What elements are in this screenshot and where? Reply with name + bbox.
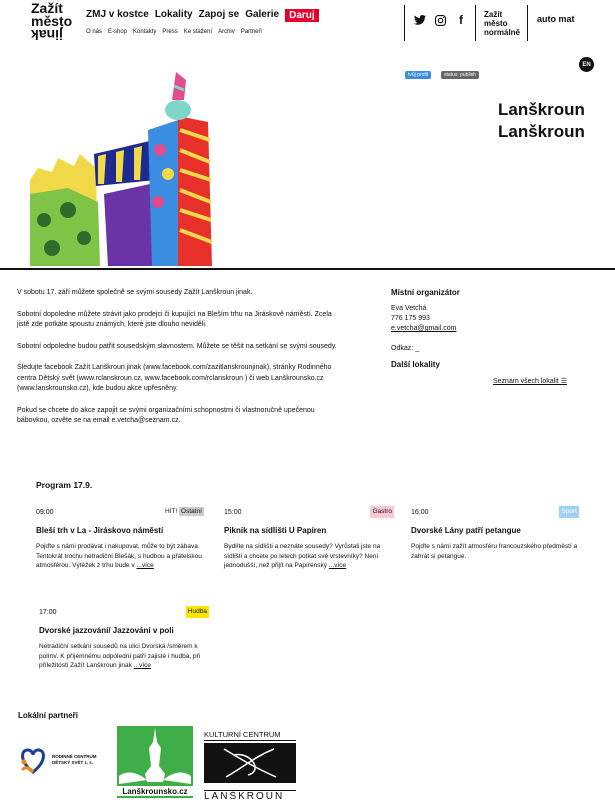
program-title: Program 17.9. — [36, 480, 93, 490]
facebook-icon[interactable]: f — [459, 13, 463, 27]
site-logo[interactable]: Zažít město jinak — [31, 0, 73, 43]
subnav-item-press[interactable]: Press — [162, 29, 178, 35]
divider — [404, 5, 405, 41]
subnav-item-eshop[interactable]: E-shop — [108, 29, 128, 35]
divider — [527, 5, 528, 41]
tower-icon — [117, 726, 193, 784]
more-link[interactable]: ...více — [328, 562, 347, 569]
link-label: Odkaz: — [391, 345, 414, 352]
event-card[interactable]: 15:00 Gastro Piknik na sídlišti U Papíren Bydlíte na sídlišti a neznáte sousedy? Vyrůstali jste na sídlišti a chcete po letech potkat své vrstevníky? Není jednodušší, než přijít na Papírenský ...více — [224, 508, 392, 569]
more-link[interactable]: ...více — [136, 562, 154, 569]
partner-logo-rc[interactable]: RODINNÉ CENTRUM DĚTSKÝ SVĚT z. s. — [18, 742, 97, 778]
event-tag: HIT! Ostatní — [164, 508, 202, 515]
zmn-link[interactable]: Zažít město normálně — [484, 10, 521, 37]
event-tag: Gastro — [370, 506, 394, 518]
event-text: Bydlíte na sídlišti a neznáte sousedy? Vyrůstali jste na sídlišti a chcete po letech potkat své vrstevníky? Není jednodušší, než přijít na Papírenský ...více — [224, 543, 381, 569]
subnav-item-kontakty[interactable]: Kontakty — [133, 29, 157, 35]
event-card[interactable]: 17:00 Hudba Dvorské jazzování/ Jazzování v poli Netradiční setkání sousedů na ulici Dvorská /směrem k polím/. K příjemnému odpolední patří zajisté i hudba, při příležitosti Zažít Lanškroun jinak ...více — [39, 608, 207, 669]
event-text: Netradiční setkání sousedů na ulici Dvorská /směrem k polím/. K příjemnému odpolední patří zajisté i hudba, při příležitosti Zažít Lanškroun jinak ...více — [39, 643, 201, 669]
all-locations-link[interactable]: Seznam všech lokalit ☰ — [493, 378, 567, 385]
organizer-title: Místní organizátor — [391, 288, 460, 297]
description-paragraph: Sobotní odpoledne budou patřit sousedským slavnostem. Můžete se těšit na setkání se svými sousedy. — [17, 342, 337, 350]
subnav-item-archiv[interactable]: Archiv — [218, 29, 235, 35]
subnav-item-o-nas[interactable]: O nás — [86, 29, 103, 35]
hero-illustration — [28, 70, 218, 266]
event-card[interactable]: 16:00 Sport Dvorské Lány patří petangue Pojďte s námi zažít atmosféru francouzského předměstí a zahrát si petangue. — [411, 508, 578, 560]
donate-button[interactable]: Daruj — [285, 9, 319, 22]
language-switch-en[interactable]: EN — [579, 57, 594, 72]
description — [17, 288, 337, 438]
divider — [475, 5, 476, 41]
organizer-box — [391, 288, 591, 376]
more-link[interactable]: ...více — [133, 662, 152, 669]
instagram-icon[interactable] — [435, 15, 446, 29]
event-title[interactable]: Bleší trh v La - Jiráskovo náměstí — [36, 525, 164, 535]
nav-item-galerie[interactable]: Galerie — [245, 9, 280, 20]
event-tag: Hudba — [186, 606, 209, 618]
sub-nav — [86, 29, 262, 35]
description-paragraph: Sledujte facebook Zažít Lanškroun jinak (www.facebook.com/zazitlanskrounjinak), stránky Rodinného centra Dětský svět (www.rclanskroun.cz, www.facebook.com/rclanskroun ) či web Lanškrounsko.cz (www.lanskrounsko.cz), kde budou akce upřesněny. — [17, 364, 332, 392]
more-locations-title: Další lokality — [391, 360, 440, 369]
divider-line — [0, 268, 615, 270]
main-nav — [86, 9, 319, 22]
partner-logo-kc[interactable]: KULTURNÍ CENTRUM LANŠKROUN — [204, 730, 296, 802]
nav-item-zapoj[interactable]: Zapoj se — [198, 9, 240, 20]
partners-title: Lokální partneři — [18, 711, 79, 720]
partner-logo-lanskrounsko[interactable]: Lanškrounsko.cz — [117, 726, 193, 798]
profile-badge[interactable]: tvůj profil — [405, 71, 431, 79]
description-paragraph: Sobotní dopoledne můžete strávit jako prodejci či kupující na Bleším trhu na Jiráskově náměstí. Zcela jistě zde potkáte spoustu známých, které jste dlouho neviděli. — [17, 310, 332, 328]
event-title[interactable]: Piknik na sídlišti U Papíren — [224, 525, 327, 535]
nav-item-lokality[interactable]: Lokality — [154, 9, 193, 20]
automat-logo[interactable]: auto mat — [537, 14, 575, 24]
status-badge: status: publish — [441, 71, 479, 79]
event-title[interactable]: Dvorské Lány patří petangue — [411, 525, 521, 535]
rc-logo-icon — [18, 742, 48, 778]
subnav-item-ke-stazeni[interactable]: Ke stažení — [183, 29, 213, 35]
event-title[interactable]: Dvorské jazzování/ Jazzování v poli — [39, 625, 174, 635]
description-paragraph: Pokud se chcete do akce zapojit se svými organizačními schopnostmi či vlastnoručně upečenou bábovkou, ozvěte se na email e.vetcha@seznam.cz. — [17, 406, 315, 424]
twitter-icon[interactable] — [414, 15, 426, 28]
description-paragraph: V sobotu 17. září můžete společně se svými sousedy Zažít Lanškroun jinak. — [17, 289, 253, 296]
page-title: Lanškroun Lanškroun — [498, 100, 585, 141]
kc-logo-icon — [204, 741, 296, 785]
subnav-item-partneri[interactable]: Partneři — [240, 29, 262, 35]
event-text: Pojďte s námi zažít atmosféru francouzského předměstí a zahrát si petangue. — [411, 543, 578, 560]
event-card[interactable]: 09:00 HIT! Ostatní Bleší trh v La - Jiráskovo náměstí Pojďte s námi prodávat i nakupovat, může to být zábava. Tentokrát trochu netradiční Blešák, s hudbou a přátelskou atmosférou. Výtěžek z trhu bude v ...více — [36, 508, 206, 571]
organizer-name: Eva Vetchá — [391, 305, 427, 312]
event-tag: Sport — [559, 506, 579, 518]
organizer-link[interactable]: _ — [415, 345, 420, 352]
organizer-phone: 776 175 993 — [391, 315, 430, 322]
organizer-email[interactable]: e.vetcha@gmail.com — [391, 325, 457, 332]
event-text: Pojďte s námi prodávat i nakupovat, může to být zábava. Tentokrát trochu netradiční Blešák, s hudbou a přátelskou atmosférou. Výtěžek z trhu bude v ...více — [36, 543, 202, 569]
nav-item-zmj[interactable]: ZMJ v kostce — [86, 9, 149, 20]
